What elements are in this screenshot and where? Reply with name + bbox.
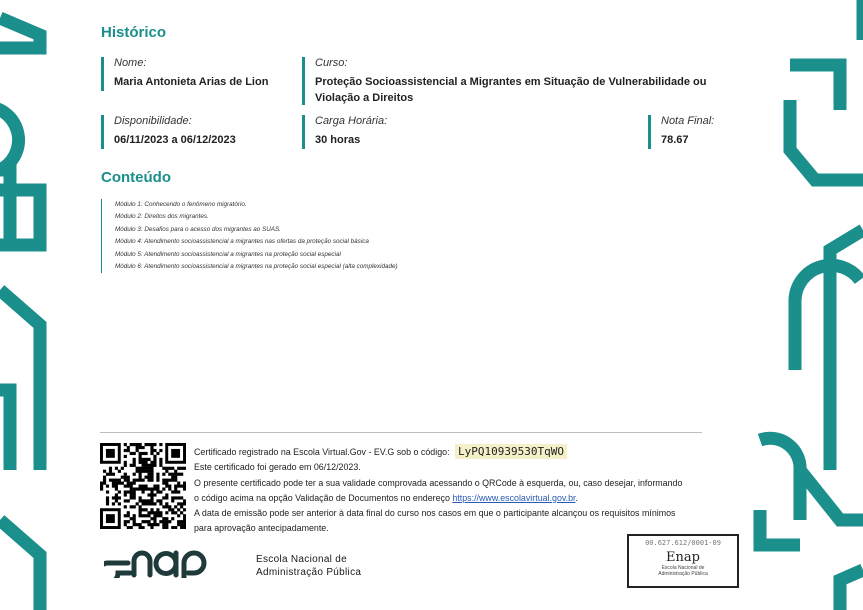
generated-text: Este certificado foi gerado em 06/12/2023.	[194, 462, 361, 473]
course-value	[315, 74, 755, 106]
institution-name	[256, 553, 361, 579]
course-value-line2: Violação a Direitos	[315, 92, 414, 104]
validation-code: LyPQ10939530TqWO	[455, 444, 567, 459]
stamp-cnpj: 00.627.612/0001-09	[645, 539, 721, 547]
section-divider	[100, 432, 702, 433]
stamp-line2: Administração Pública	[658, 571, 708, 577]
validity-suffix: .	[575, 492, 578, 503]
module-item: Módulo 3: Desafios para o acesso dos migrantes ao SUAS.	[115, 225, 281, 233]
module-item: Módulo 5: Atendimento socioassistencial a migrantes na proteção social especial	[115, 250, 341, 258]
grade-field	[648, 115, 714, 149]
availability-field	[101, 115, 236, 149]
content-title: Conteúdo	[101, 169, 171, 186]
qr-code[interactable]	[100, 443, 186, 529]
workload-label: Carga Horária:	[315, 115, 388, 127]
validity-line1: O presente certificado pode ter a sua validade comprovada acessando o QRCode à esquerda, ou, caso desejar, informando	[194, 477, 683, 488]
grade-label: Nota Final:	[661, 115, 715, 127]
availability-label: Disponibilidade:	[114, 115, 192, 127]
module-item: Módulo 6: Atendimento socioassistencial a migrantes na proteção social especial (alta complexidade)	[115, 263, 398, 271]
course-value-line1: Proteção Socioassistencial a Migrantes em Situação de Vulnerabilidade ou	[315, 76, 707, 88]
official-stamp	[627, 534, 739, 588]
module-item: Módulo 4: Atendimento socioassistencial a migrantes nas ofertas da proteção social básica	[115, 238, 369, 246]
history-title: Histórico	[101, 24, 167, 41]
workload-field	[302, 115, 387, 149]
stamp-line1: Escola Nacional de	[661, 565, 705, 571]
registration-line	[194, 444, 699, 460]
name-label: Nome:	[114, 57, 147, 69]
validation-link[interactable]: https://www.escolavirtual.gov.br	[452, 492, 576, 503]
module-item: Módulo 1: Conhecendo o fenômeno migratório.	[115, 201, 247, 208]
module-list	[101, 199, 515, 273]
module-item: Módulo 2: Direitos dos migrantes.	[115, 213, 209, 221]
institution-name-line1: Escola Nacional de	[256, 554, 348, 565]
certificate-info	[194, 444, 699, 537]
workload-value: 30 horas	[315, 134, 361, 146]
grade-value: 78.67	[661, 134, 689, 146]
institution-name-line2: Administração Pública	[256, 567, 362, 578]
emission-line1: A data de emissão pode ser anterior à data final do curso nos casos em que o participante alcançou os requisitos mínimos	[194, 508, 676, 519]
course-field	[302, 57, 755, 105]
validity-line2	[194, 491, 699, 506]
registration-text: Certificado registrado na Escola Virtual.Gov - EV.G sob o código:	[194, 447, 450, 457]
course-label: Curso:	[315, 57, 348, 69]
enap-logo	[104, 548, 244, 578]
availability-value: 06/11/2023 a 06/12/2023	[114, 134, 236, 146]
emission-line2: para aprovação antecipadamente.	[194, 523, 329, 534]
name-value: Maria Antonieta Arias de Lion	[114, 76, 269, 88]
stamp-name: Enap	[666, 550, 700, 565]
name-field	[101, 57, 268, 91]
validity-prefix: o código acima na opção Validação de Documentos no endereço	[194, 492, 450, 503]
